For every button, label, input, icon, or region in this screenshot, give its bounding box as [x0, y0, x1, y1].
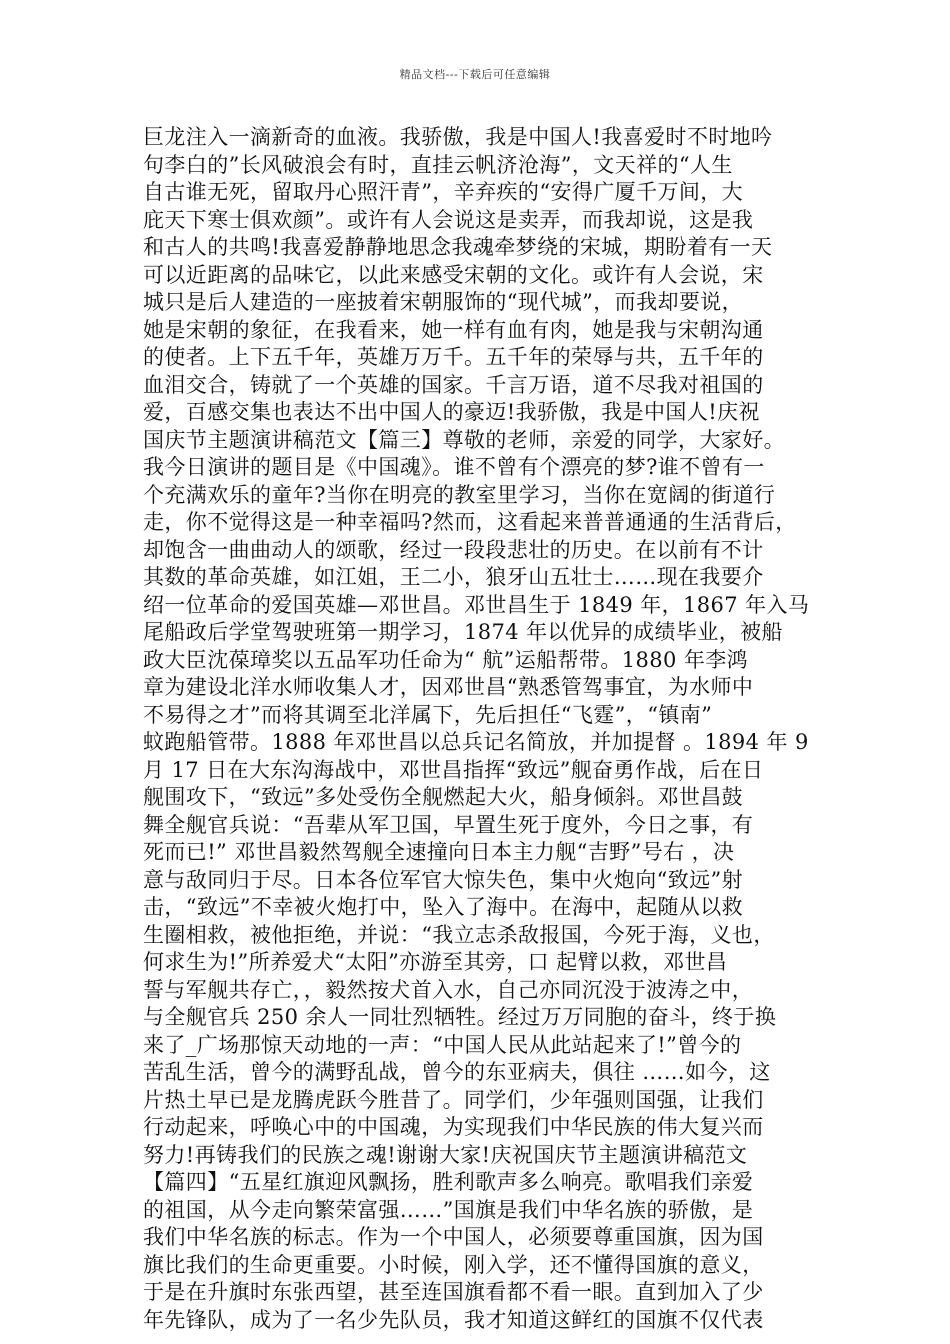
text-line: 政大臣沈葆璋奖以五品军功任命为“ 航”运船帮带。1880 年李鸿: [143, 647, 749, 672]
text-line: 血泪交合，铸就了一个英雄的国家。千言万语，道不尽我对祖国的: [143, 372, 764, 397]
text-line: 【篇四】“五星红旗迎风飘扬，胜利歌声多么响亮。歌唱我们亲爱: [143, 1170, 754, 1194]
text-line: 死而已!” 邓世昌毅然驾舰全速撞向日本主力舰“吉野”号右 ，决: [143, 840, 735, 864]
text-line: 可以近距离的品味它，以此来感受宋朝的文化。或许有人会说，宋: [143, 262, 764, 287]
text-line: 行动起来，呼唤心中的中国魂，为实现我们中华民族的伟大复兴而: [143, 1115, 764, 1139]
text-line: 月 17 日在大东沟海战中，邓世昌指挥“致远”舰奋勇作战，后在日: [143, 757, 764, 782]
text-line: 年先锋队，成为了一名少先队员，我才知道这鲜红的国旗不仅代表: [143, 1307, 764, 1332]
text-line: 爱，百感交集也表达不出中国人的豪迈!我骄傲，我是中国人!庆祝: [143, 400, 760, 424]
text-line: 的使者。上下五千年，英雄万万千。五千年的荣辱与共，五千年的: [143, 345, 764, 369]
text-line: 城只是后人建造的一座披着宋朝服饰的“现代城”，而我却要说，: [143, 290, 744, 314]
text-line: 我今日演讲的题目是《中国魂》。谁不曾有个漂亮的梦?谁不曾有一: [143, 455, 765, 479]
text-line: 生圈相救，被他拒绝，并说：“我立志杀敌报国，今死于海，义也，: [143, 922, 775, 947]
text-line: 庇天下寒士俱欢颜”。或许有人会说这是卖弄，而我却说，这是我: [143, 207, 754, 232]
text-line: 何求生为!”所养爱犬“太阳”亦游至其旁，口 起臂以救，邓世昌: [143, 950, 728, 974]
text-line: 句李白的”长风破浪会有时，直挂云帆济沧海”，文天祥的“人生: [143, 152, 733, 177]
text-line: 国庆节主题演讲稿范文【篇三】尊敬的老师，亲爱的同学，大家好。: [143, 427, 785, 452]
text-line: 巨龙注入一滴新奇的血液。我骄傲，我是中国人!我喜爱时不时地吟: [143, 125, 773, 149]
text-line: 誓与军舰共存亡，，毅然按犬首入水，自己亦同沉没于波涛之中，: [143, 977, 754, 1002]
text-line: 舞全舰官兵说：“吾辈从军卫国，早置生死于度外，今日之事，有: [143, 812, 754, 837]
text-line: 来了_广场那惊天动地的一声：“中国人民从此站起来了!”曾今的: [143, 1032, 742, 1057]
text-line: 和古人的共鸣!我喜爱静静地思念我魂牵梦绕的宋城，期盼着有一天: [143, 235, 773, 259]
text-line: 我们中华名族的标志。作为一个中国人，必须要尊重国旗，因为国: [143, 1225, 764, 1249]
text-line: 其数的革命英雄，如江姐，王二小，狼牙山五壮士……现在我要介: [143, 565, 764, 589]
text-line: 个充满欢乐的童年?当你在明亮的教室里学习，当你在宽阔的街道行: [143, 482, 776, 507]
text-line: 章为建设北洋水师收集人才，因邓世昌“熟悉管驾事宜，为水师中: [143, 675, 754, 699]
text-line: 尾船政后学堂驾驶班第一期学习，1874 年以优异的成绩毕业，被船: [143, 620, 783, 644]
text-line: 苦乱生活，曾今的满野乱战，曾今的东亚病夫，俱往 ……如今，这: [143, 1060, 771, 1084]
text-line: 努力!再铸我们的民族之魂!谢谢大家!庆祝国庆节主题演讲稿范文: [143, 1142, 748, 1167]
text-line: 旗比我们的生命更重要。小时候，刚入学，还不懂得国旗的意义，: [143, 1252, 764, 1277]
text-line: 意与敌同归于尽。日本各位军官大惊失色，集中火炮向“致远”射: [143, 867, 744, 892]
text-line: 自古谁无死，留取丹心照汗青”，辛弃疾的“安得广厦千万间，大: [143, 180, 744, 204]
text-line: 走，你不觉得这是一种幸福吗?然而，这看起来普普通通的生活背后，: [143, 510, 797, 534]
text-line: 片热土早已是龙腾虎跃今胜昔了。同学们，少年强则国强，让我们: [143, 1087, 764, 1112]
text-line: 绍一位革命的爱国英雄—邓世昌。邓世昌生于 1849 年，1867 年入马: [143, 592, 810, 617]
text-line: 蚊跑船管带。1888 年邓世昌以总兵记名简放，并加提督 。1894 年 9: [143, 730, 809, 754]
text-line: 舰围攻下，“致远”多处受伤全舰燃起大火，船身倾斜。邓世昌鼓: [143, 785, 744, 809]
body-text: [143, 124, 823, 1334]
text-line: 却饱含一曲曲动人的颂歌，经过一段段悲壮的历史。在以前有不计: [143, 537, 764, 562]
page-header: 精品文档---下载后可任意编辑: [399, 68, 551, 81]
text-line: 与全舰官兵 250 余人一同壮烈牺牲。经过万万同胞的奋斗，终于换: [143, 1005, 777, 1029]
text-line: 的祖国，从今走向繁荣富强……”国旗是我们中华名族的骄傲，是: [143, 1197, 754, 1222]
text-line: 击，“致远”不幸被火炮打中，坠入了海中。在海中，起随从以救: [143, 895, 744, 919]
text-line: 不易得之才”而将其调至北洋属下，先后担任“飞霆”，“镇南”: [143, 702, 713, 727]
text-line: 于是在升旗时东张西望，甚至连国旗看都不看一眼。直到加入了少: [143, 1280, 764, 1304]
text-line: 她是宋朝的象征，在我看来，她一样有血有肉，她是我与宋朝沟通: [143, 317, 764, 342]
